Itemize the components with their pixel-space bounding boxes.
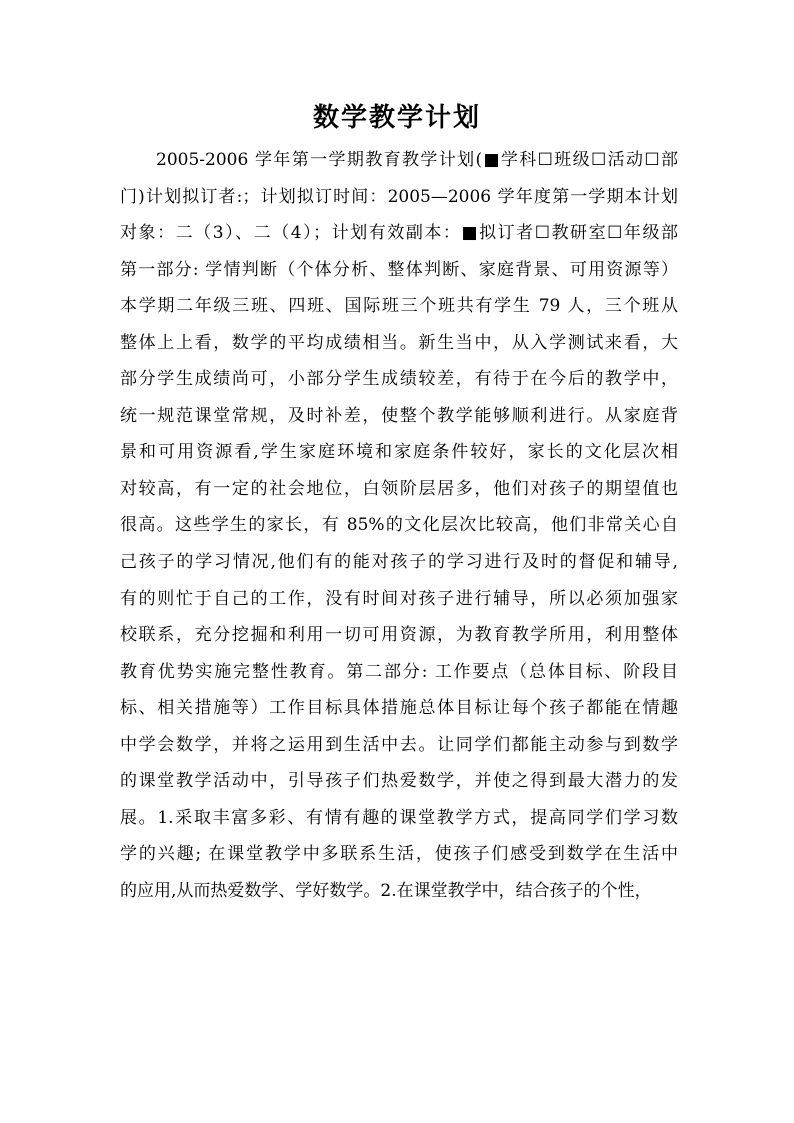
body-line: 对较高，有一定的社会地位，白领阶层居多，他们对孩子的期望值也 xyxy=(120,478,678,499)
body-line: 展。1.采取丰富多彩、有情有趣的课堂教学方式，提高同学们学习数 xyxy=(120,807,678,828)
body-line: 的应用,从而热爱数学、学好数学。2.在课堂教学中，结合孩子的个性， xyxy=(120,880,652,901)
body-line: 统一规范课堂常规，及时补差，使整个教学能够顺利进行。从家庭背 xyxy=(120,405,678,426)
body-line: 2005-2006 学年第一学期教育教学计划(■学科☐班级☐活动☐部 xyxy=(156,150,678,170)
body-line: 教育优势实施完整性教育。第二部分: 工作要点（总体目标、阶段目 xyxy=(120,661,678,682)
document-title: 数学教学计划 xyxy=(312,103,481,133)
body-line: 校联系，充分挖掘和利用一切可用资源，为教育教学所用，利用整体 xyxy=(120,625,678,646)
body-line: 整体上上看，数学的平均成绩相当。新生当中，从入学测试来看，大 xyxy=(120,332,678,353)
body-line: 门)计划拟订者:；计划拟订时间：2005—2006 学年度第一学期本计划 xyxy=(120,186,678,207)
body-line: 很高。这些学生的家长，有 85%的文化层次比较高，他们非常关心自 xyxy=(120,515,678,536)
body-line: 景和可用资源看,学生家庭环境和家庭条件较好，家长的文化层次相 xyxy=(120,442,678,463)
body-line: 标、相关措施等）工作目标具体措施总体目标让每个孩子都能在情趣 xyxy=(120,698,678,719)
body-line: 有的则忙于自己的工作，没有时间对孩子进行辅导，所以必须加强家 xyxy=(120,588,678,609)
body-line: 中学会数学，并将之运用到生活中去。让同学们都能主动参与到数学 xyxy=(120,734,678,755)
document-body xyxy=(120,142,678,909)
body-line: 学的兴趣; 在课堂教学中多联系生活，使孩子们感受到数学在生活中 xyxy=(120,844,678,865)
body-line: 本学期二年级三班、四班、国际班三个班共有学生 79 人，三个班从 xyxy=(120,296,678,317)
body-line: 第一部分: 学情判断（个体分析、整体判断、家庭背景、可用资源等） xyxy=(120,259,678,280)
body-line: 部分学生成绩尚可，小部分学生成绩较差，有待于在今后的教学中， xyxy=(120,369,678,390)
body-line: 对象：二（3）、二（4）；计划有效副本：■拟订者☐教研室☐年级部 xyxy=(120,223,678,244)
body-line: 己孩子的学习情况,他们有的能对孩子的学习进行及时的督促和辅导, xyxy=(120,552,678,573)
body-line: 的课堂教学活动中，引导孩子们热爱数学，并使之得到最大潜力的发 xyxy=(120,771,678,792)
